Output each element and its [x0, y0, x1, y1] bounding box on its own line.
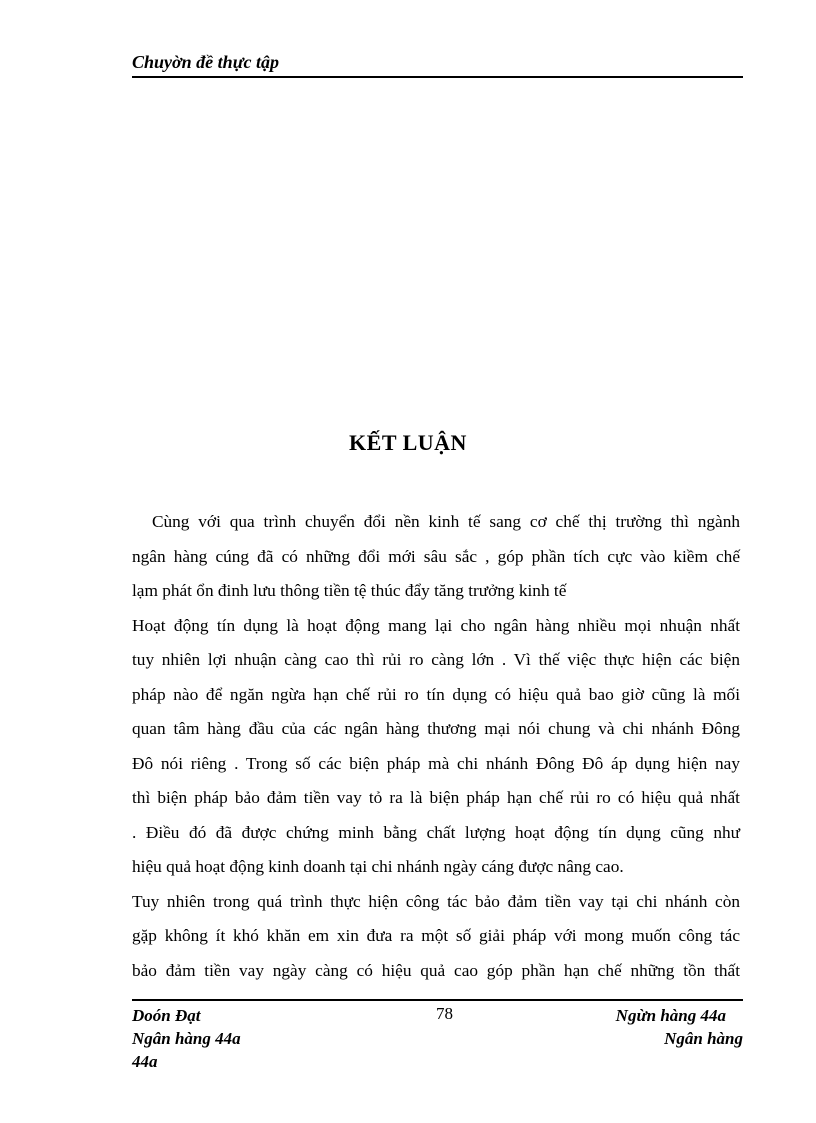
body-line: tuy nhiên lợi nhuận càng cao thì rủi ro càng lớn . Vì thế việc thực hiện các biện — [132, 650, 740, 669]
body-line: lạm phát ổn đinh lưu thông tiền tệ thúc đẩy tăng trưởng kinh tế — [132, 581, 567, 600]
header-title: Chuyờn đề thực tập — [132, 52, 279, 72]
body-line: Cùng với qua trình chuyển đổi nền kinh tế sang cơ chế thị trường thì ngành — [152, 512, 740, 531]
footer-right-1: Ngừn hàng 44a — [615, 1006, 726, 1025]
footer-left-2: Ngân hàng 44a — [132, 1029, 241, 1048]
body-line: hiệu quả hoạt động kinh doanh tại chi nhánh ngày cáng được nâng cao. — [132, 857, 624, 876]
footer-author: Doón Đạt — [132, 1006, 201, 1025]
body-line: quan tâm hàng đầu của các ngân hàng thương mại nói chung và chi nhánh Đông — [132, 719, 740, 738]
body-line: bảo đảm tiền vay ngày càng có hiệu quả cao góp phần hạn chế những tồn thất — [132, 960, 740, 980]
footer-right-2: Ngân hàng — [664, 1029, 743, 1048]
body-line: Đô nói riêng . Trong số các biện pháp mà chi nhánh Đông Đô áp dụng hiện nay — [132, 753, 740, 773]
page-number: 78 — [436, 1004, 453, 1023]
body-line: . Điều đó đã được chứng minh bằng chất lượng hoạt động tín dụng cũng như — [132, 822, 740, 842]
body-line: pháp nào để ngăn ngừa hạn chế rủi ro tín dụng có hiệu quả bao giờ cũng là mối — [132, 684, 740, 704]
body-line: thì biện pháp bảo đảm tiền vay tỏ ra là biện pháp hạn chế rủi ro có hiệu quả nhất — [132, 788, 740, 807]
body-line: Tuy nhiên trong quá trình thực hiện công tác bảo đảm tiền vay tại chi nhánh còn — [132, 891, 740, 911]
page-header — [132, 50, 743, 78]
body-text — [132, 505, 740, 988]
footer-divider — [132, 999, 743, 1001]
body-line: ngân hàng cúng đã có những đổi mới sâu sắc , góp phần tích cực vào kiềm chế — [132, 546, 740, 566]
page-title: KẾT LUẬN — [349, 430, 467, 455]
body-line: gặp không ít khó khăn em xin đưa ra một số giải pháp với mong muốn công tác — [132, 926, 740, 945]
body-line: Hoạt động tín dụng là hoạt động mang lại cho ngân hàng nhiều mọi nhuận nhất — [132, 615, 740, 635]
footer-left-3: 44a — [132, 1052, 158, 1071]
